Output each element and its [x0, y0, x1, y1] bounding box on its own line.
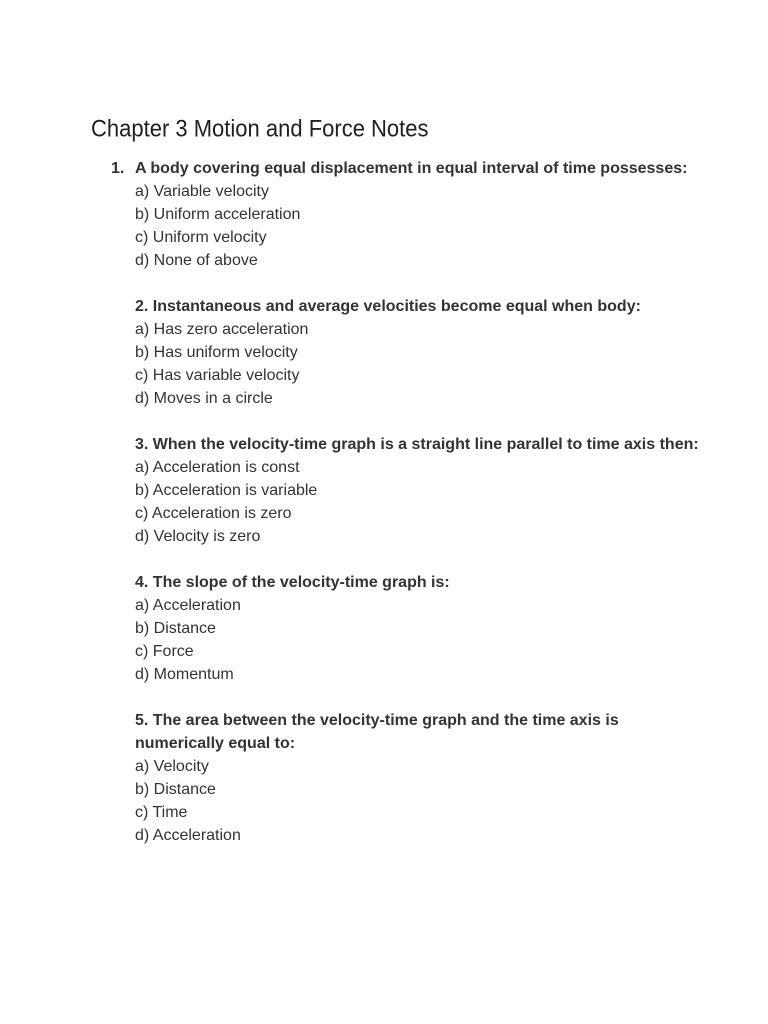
- question-4-option-d: d) Momentum: [135, 666, 234, 683]
- question-3: [111, 433, 711, 548]
- question-5-option-d: d) Acceleration: [135, 827, 241, 844]
- question-1-prompt: [111, 157, 711, 180]
- question-4-option-c: c) Force: [135, 643, 194, 660]
- question-5-option-b: b) Distance: [135, 781, 216, 798]
- question-1-option-b: b) Uniform acceleration: [135, 206, 301, 223]
- question-5: [111, 709, 711, 847]
- question-2-option-c: c) Has variable velocity: [135, 367, 300, 384]
- question-4-option-b: b) Distance: [135, 620, 216, 637]
- question-3-option-a: a) Acceleration is const: [135, 459, 300, 476]
- question-2-option-d: d) Moves in a circle: [135, 390, 273, 407]
- question-1-text: A body covering equal displacement in equal interval of time possesses:: [135, 160, 688, 177]
- question-3-option-b: b) Acceleration is variable: [135, 482, 318, 499]
- question-1-option-d: d) None of above: [135, 252, 258, 269]
- question-2-option-b: b) Has uniform velocity: [135, 344, 298, 361]
- question-5-option-c: c) Time: [135, 804, 188, 821]
- question-4-option-a: a) Acceleration: [135, 597, 241, 614]
- question-1-option-a: a) Variable velocity: [135, 183, 269, 200]
- question-2-option-a: a) Has zero acceleration: [135, 321, 309, 338]
- question-2-text: 2. Instantaneous and average velocities become equal when body:: [135, 298, 641, 315]
- question-1: [111, 157, 711, 272]
- question-3-text: 3. When the velocity-time graph is a straight line parallel to time axis then:: [135, 436, 699, 453]
- question-5-text: 5. The area between the velocity-time graph and the time axis is numerically equal to:: [135, 712, 619, 752]
- question-3-option-d: d) Velocity is zero: [135, 528, 261, 545]
- question-2: [111, 295, 711, 410]
- question-list: [111, 157, 711, 870]
- question-1-number: 1.: [111, 160, 125, 177]
- question-4: [111, 571, 711, 686]
- question-3-option-c: c) Acceleration is zero: [135, 505, 292, 522]
- question-5-option-a: a) Velocity: [135, 758, 209, 775]
- question-1-option-c: c) Uniform velocity: [135, 229, 267, 246]
- page-title: Chapter 3 Motion and Force Notes: [91, 115, 429, 142]
- question-4-text: 4. The slope of the velocity-time graph is:: [135, 574, 450, 591]
